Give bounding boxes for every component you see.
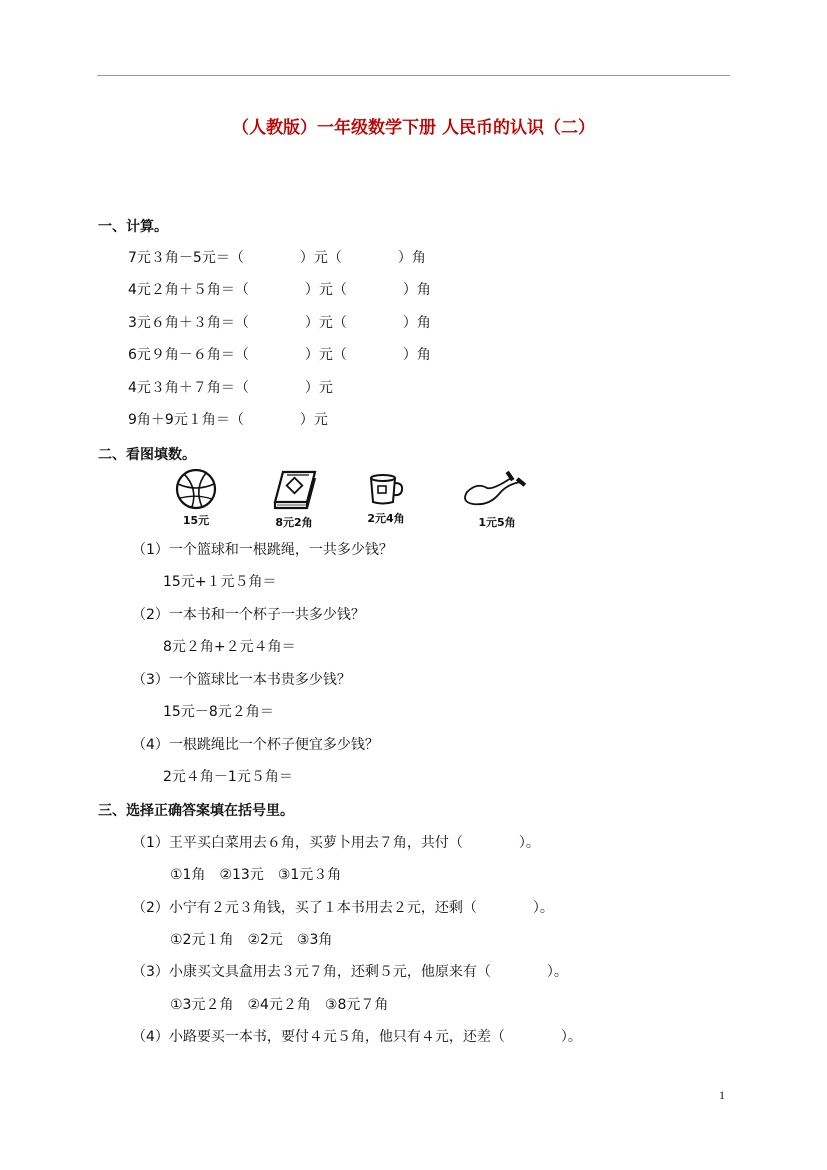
choice-options: ①2元１角 ②2元 ③3角 bbox=[170, 932, 333, 948]
expression: 15元+１元５角＝ bbox=[163, 574, 277, 590]
cup-icon bbox=[366, 468, 406, 508]
basketball-figure bbox=[164, 468, 228, 528]
price-label: 8元2角 bbox=[275, 516, 313, 529]
choice-question: （1）王平买白菜用去６角，买萝卜用去７角，共付（ ）。 bbox=[132, 835, 540, 851]
section-1-heading: 一、计算。 bbox=[98, 219, 168, 235]
calc-line: 9角＋9元１角＝（ ）元 bbox=[128, 412, 328, 428]
cup-figure bbox=[354, 468, 418, 526]
section-3-heading: 三、选择正确答案填在括号里。 bbox=[98, 803, 294, 819]
expression: 2元４角－1元５角＝ bbox=[163, 769, 293, 785]
choice-question: （4）小路要买一本书，要付４元５角，他只有４元，还差（ ）。 bbox=[132, 1029, 582, 1045]
book-figure bbox=[262, 468, 326, 530]
page-title: （人教版）一年级数学下册 人民币的认识（二） bbox=[232, 118, 595, 138]
basketball-icon bbox=[174, 468, 218, 510]
calc-line: 3元６角＋３角＝（ ）元（ ）角 bbox=[128, 315, 431, 331]
word-problem: （1）一个篮球和一根跳绳，一共多少钱？ bbox=[132, 542, 393, 558]
word-problem: （4）一根跳绳比一个杯子便宜多少钱？ bbox=[132, 737, 379, 753]
choice-question: （2）小宁有２元３角钱，买了１本书用去２元，还剩（ ）。 bbox=[132, 900, 554, 916]
choice-options: ①3元２角 ②4元２角 ③8元７角 bbox=[170, 997, 389, 1013]
calc-line: 4元２角＋５角＝（ ）元（ ）角 bbox=[128, 282, 431, 298]
book-icon bbox=[269, 468, 319, 512]
expression: 8元２角+２元４角＝ bbox=[163, 639, 296, 655]
calc-line: 4元３角＋７角＝（ ）元 bbox=[128, 380, 333, 396]
word-problem: （2）一本书和一个杯子一共多少钱？ bbox=[132, 607, 365, 623]
word-problem: （3）一个篮球比一本书贵多少钱？ bbox=[132, 672, 351, 688]
price-label: 1元5角 bbox=[478, 516, 516, 529]
header-rule bbox=[97, 75, 730, 76]
page-number: 1 bbox=[719, 1088, 725, 1102]
choice-options: ①1角 ②13元 ③1元３角 bbox=[170, 867, 342, 883]
jump-rope-icon bbox=[459, 468, 535, 512]
price-label: 2元4角 bbox=[367, 512, 405, 525]
section-2-heading: 二、看图填数。 bbox=[98, 447, 196, 463]
jump-rope-figure bbox=[458, 468, 536, 530]
price-label: 15元 bbox=[182, 514, 210, 527]
choice-question: （3）小康买文具盒用去３元７角，还剩５元，他原来有（ ）。 bbox=[132, 964, 568, 980]
calc-line: 7元３角－5元＝（ ）元（ ）角 bbox=[128, 250, 426, 266]
expression: 15元－8元２角＝ bbox=[163, 704, 274, 720]
calc-line: 6元９角－６角＝（ ）元（ ）角 bbox=[128, 347, 431, 363]
